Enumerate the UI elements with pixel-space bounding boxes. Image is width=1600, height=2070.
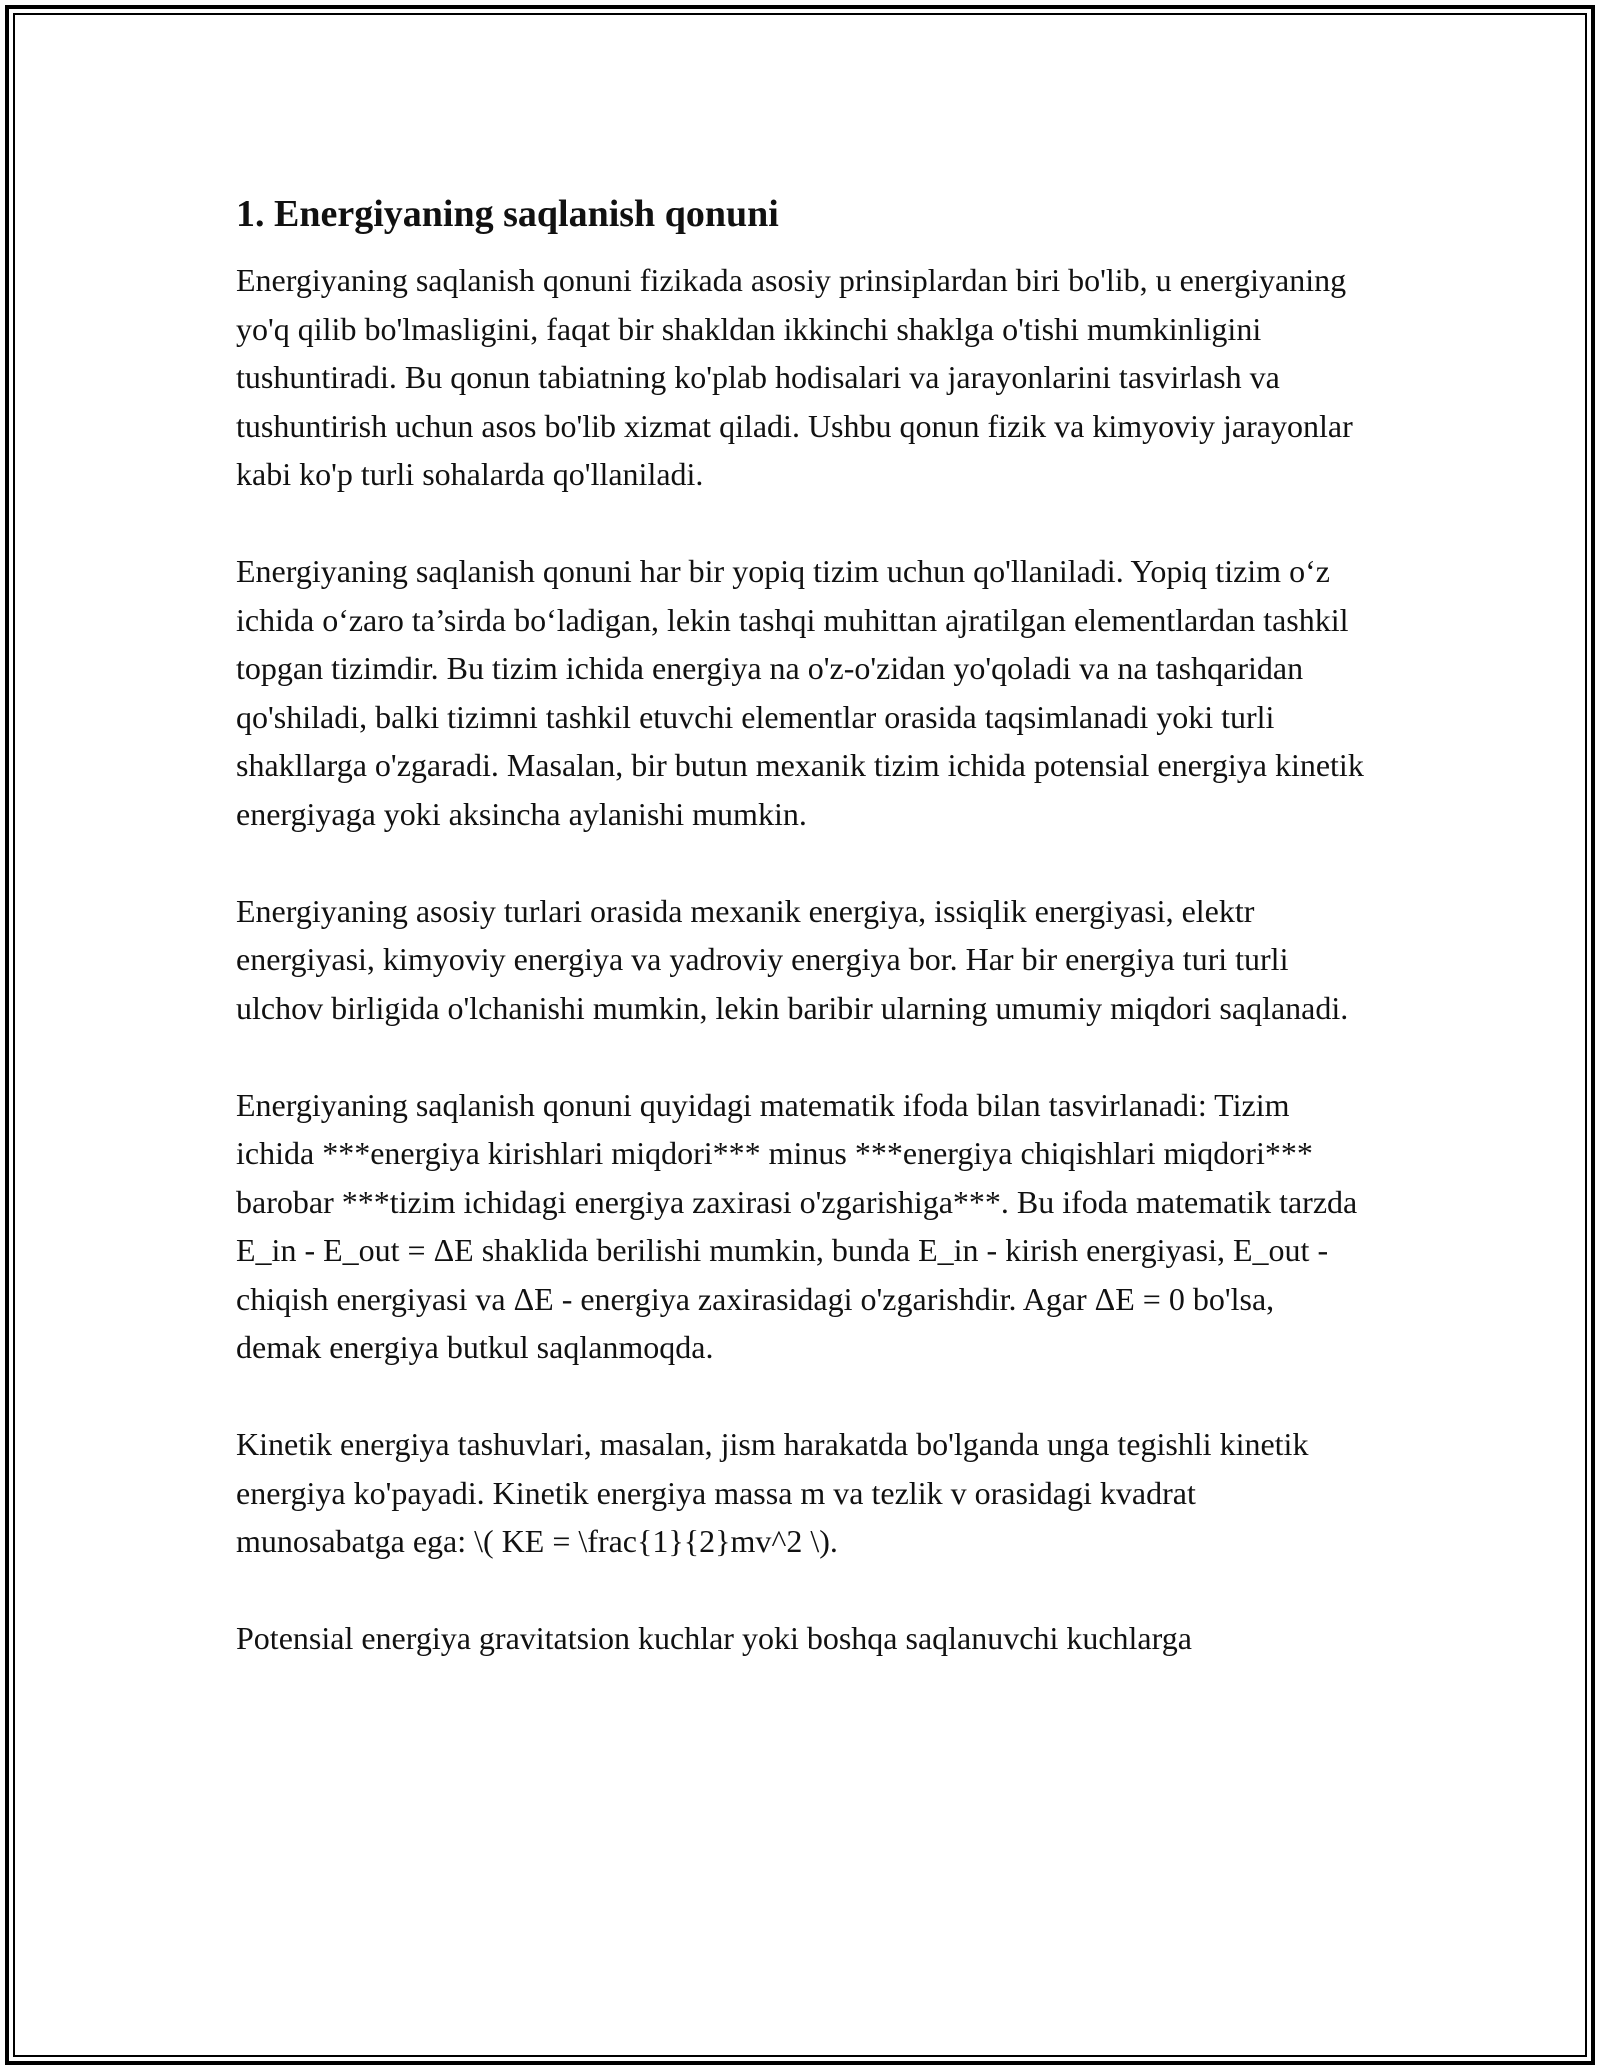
paragraph-5: Kinetik energiya tashuvlari, masalan, jism harakatda bo'lganda unga tegishli kinetik energiya ko'payadi. Kinetik energiya massa m va tezlik v orasidagi kvadrat munosabatga ega: \( KE = \frac{1}{2}mv^2 \). [236,1426,1309,1559]
document-body [236,186,1366,1711]
paragraph-4: Energiyaning saqlanish qonuni quyidagi matematik ifoda bilan tasvirlanadi: Tizim ichida ***energiya kirishlari miqdori*** minus ***energiya chiqishlari miqdori*** barobar ***tizim ichidagi energiya zaxirasi o'zgarishiga***. Bu ifoda matematik tarzda E_in - E_out = ΔE shaklida berilishi mumkin, bunda E_in - kirish energiyasi, E_out - chiqish energiyasi va ΔE - energiya zaxirasidagi o'zgarishdir. Agar ΔE = 0 bo'lsa, demak energiya butkul saqlanmoqda. [236,1086,1358,1365]
paragraph-1: Energiyaning saqlanish qonuni fizikada asosiy prinsiplardan biri bo'lib, u energiyaning yo'q qilib bo'lmasligini, faqat bir shakldan ikkinchi shaklga o'tishi mumkinligini tushuntiradi. Bu qonun tabiatning ko'plab hodisalari va jarayonlarini tasvirlash va tushuntirish uchun asos bo'lib xizmat qiladi. Ushbu qonun fizik va kimyoviy jarayonlar kabi ko'p turli sohalarda qo'llaniladi. [236,262,1353,492]
section-heading: 1. Energiyaning saqlanish qonuni [236,193,779,235]
paragraph-3: Energiyaning asosiy turlari orasida mexanik energiya, issiqlik energiyasi, elektr energiyasi, kimyoviy energiya va yadroviy energiya bor. Har bir energiya turi turli ulchov birligida o'lchanishi mumkin, lekin baribir ularning umumiy miqdori saqlanadi. [236,892,1349,1026]
paragraph-2: Energiyaning saqlanish qonuni har bir yopiq tizim uchun qo'llaniladi. Yopiq tizim o‘z ichida o‘zaro ta’sirda bo‘ladigan, lekin tashqi muhittan ajratilgan elementlardan tashkil topgan tizimdir. Bu tizim ichida energiya na o'z-o'zidan yo'qoladi va na tashqaridan qo'shiladi, balki tizimni tashkil etuvchi elementlar orasida taqsimlanadi yoki turli shakllarga o'zgaradi. Masalan, bir butun mexanik tizim ichida potensial energiya kinetik energiyaga yoki aksincha aylanishi mumkin. [236,553,1364,832]
paragraph-6: Potensial energiya gravitatsion kuchlar yoki boshqa saqlanuvchi kuchlarga [236,1620,1192,1656]
